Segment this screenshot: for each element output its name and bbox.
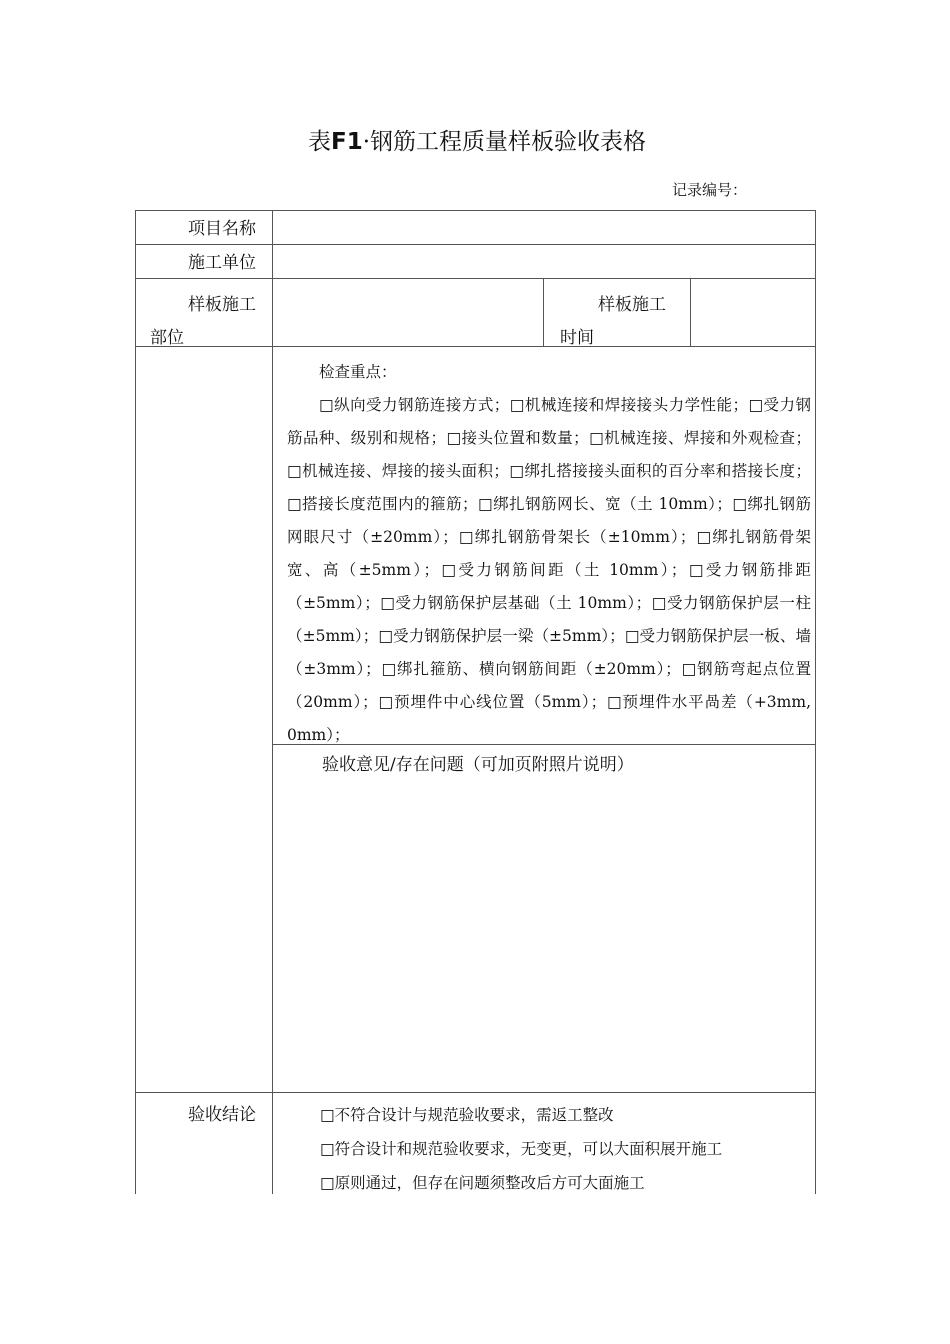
column-divider-time-label-right bbox=[690, 278, 691, 346]
project-name-label: 项目名称 bbox=[188, 219, 256, 239]
page-title bbox=[308, 127, 678, 157]
check-items-list[interactable]: □纵向受力钢筋连接方式；□机械连接和焊接接头力学性能；□受力钢筋品种、级别和规格；□接头位置和数量；□机械连接、焊接和外观检查；□机械连接、焊接的接头面积；□绑扎搭接接头面积的百分率和搭接长度；□搭接长度范围内的箍筋；□绑扎钢筋网长、宽（土 10mm）；□绑扎钢筋网眼尺寸（±20mm）；□绑扎钢筋骨架长（±10mm）；□绑扎钢筋骨架宽、高（±5mm）；□受力钢筋间距（土 10mm）；□受力钢筋排距（±5mm）；□受力钢筋保护层基础（土 10mm）；□受力钢筋保护层一柱（±5mm）；□受力钢筋保护层一梁（±5mm）；□受力钢筋保护层一板、墙（±3mm）；□绑扎箍筋、横向钢筋间距（±20mm）；□钢筋弯起点位置（20mm）；□预埋件中心线位置（5mm）；□预埋件水平咼差（+3mm, 0mm）； bbox=[287, 396, 811, 744]
conclusion-option-fail[interactable]: □不符合设计与规范验收要求，需返工整改 bbox=[320, 1106, 614, 1124]
column-divider-time-label-left bbox=[543, 278, 544, 346]
sample-location-label-line1: 样板施工 bbox=[188, 295, 256, 315]
column-divider-label bbox=[272, 210, 273, 1194]
row-divider-1 bbox=[135, 244, 816, 245]
project-name-field[interactable] bbox=[274, 212, 814, 243]
construction-unit-label: 施工单位 bbox=[188, 253, 256, 273]
sample-location-label-line2: 部位 bbox=[150, 328, 184, 348]
table-border-top bbox=[135, 210, 816, 211]
opinion-field[interactable] bbox=[274, 780, 814, 1090]
sample-time-label-line1: 样板施工 bbox=[598, 295, 666, 315]
row-divider-3 bbox=[135, 346, 816, 347]
title-prefix: 表 bbox=[308, 129, 331, 155]
sample-location-field[interactable] bbox=[274, 280, 542, 345]
table-border-right bbox=[815, 210, 816, 1194]
title-code: F1 bbox=[331, 129, 363, 155]
table-border-left bbox=[135, 210, 136, 1194]
opinion-label: 验收意见/存在问题（可加页附照片说明） bbox=[322, 755, 634, 775]
conclusion-option-conditional[interactable]: □原则通过，但存在问题须整改后方可大面施工 bbox=[320, 1174, 645, 1192]
row-divider-5 bbox=[135, 1092, 816, 1093]
sample-time-label-line2: 时间 bbox=[560, 328, 594, 348]
record-number-label: 记录编号： bbox=[672, 181, 748, 199]
sample-time-field[interactable] bbox=[692, 280, 814, 345]
row-divider-2 bbox=[135, 278, 816, 279]
construction-unit-field[interactable] bbox=[274, 246, 814, 277]
title-text: ·钢筋工程质量样板验收表格 bbox=[362, 129, 647, 155]
conclusion-label: 验收结论 bbox=[188, 1105, 256, 1125]
conclusion-options bbox=[320, 1098, 722, 1200]
check-focus-section bbox=[287, 356, 811, 752]
check-focus-label: 检查重点： bbox=[319, 363, 397, 381]
conclusion-option-pass[interactable]: □符合设计和规范验收要求，无变更，可以大面积展开施工 bbox=[320, 1140, 723, 1158]
